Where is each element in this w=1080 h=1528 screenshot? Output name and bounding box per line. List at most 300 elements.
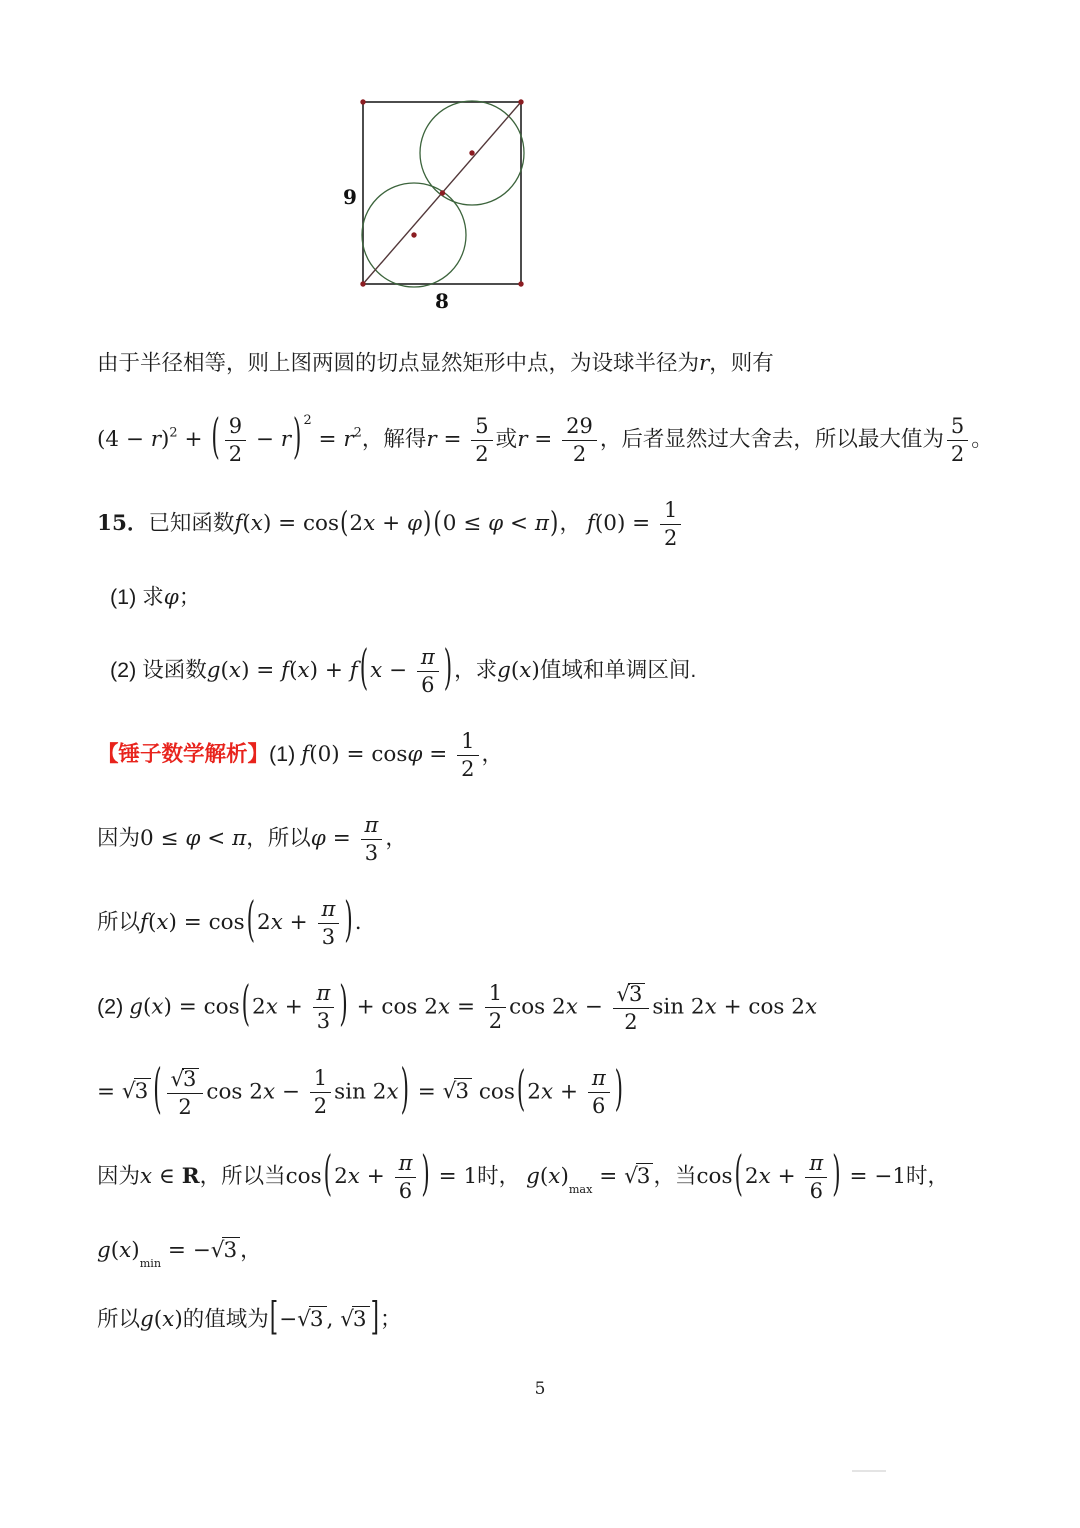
math-roman: (0) = cos [309, 741, 408, 767]
math-fraction [588, 1068, 610, 1117]
fraction-numerator [485, 983, 506, 1007]
math-roman: ( [147, 909, 157, 935]
fraction-numerator [167, 1068, 204, 1093]
math-roman: = [592, 1163, 625, 1189]
radicand [628, 983, 645, 1005]
math-roman: 0 ≤ [442, 510, 489, 536]
fraction-denominator [588, 1092, 610, 1117]
point-dot [411, 232, 416, 237]
math-roman: ) [560, 1163, 569, 1189]
text-run: ，解得 [361, 426, 427, 451]
figure-label: 9 [343, 185, 357, 209]
paragraph-12 [97, 1237, 1040, 1271]
math-roman: ∈ [152, 1163, 182, 1189]
text-run: 时， [906, 1163, 950, 1188]
math-roman: = [450, 994, 482, 1020]
math-variable: x [548, 1163, 561, 1189]
math-variable: r [426, 426, 437, 452]
math-roman: 2 [461, 756, 475, 781]
math-roman: 1 [488, 981, 503, 1005]
math-roman: = [422, 741, 455, 767]
math-roman: + [277, 994, 310, 1020]
math-fraction [225, 413, 246, 466]
math-fraction [361, 812, 383, 865]
text-run: 或 [495, 426, 518, 451]
stretched-paren: ( [323, 1147, 333, 1203]
text-run: (1) [269, 741, 302, 766]
fraction-numerator [313, 983, 335, 1007]
text-run: 值域和单调区间. [539, 657, 697, 682]
math-fraction [318, 896, 340, 949]
text-run: (2) [97, 994, 130, 1019]
math-fraction [485, 983, 506, 1032]
fraction-numerator [417, 644, 439, 671]
stretched-paren: ) [550, 505, 559, 540]
math-variable: x [758, 1163, 771, 1189]
square-root [122, 1078, 151, 1106]
math-fraction [395, 1150, 417, 1203]
text-run: ，所以当 [199, 1163, 286, 1188]
point-dot [518, 281, 523, 286]
math-roman: 6 [809, 1178, 824, 1203]
geometry-figure-svg [341, 92, 567, 316]
math-roman: 0 ≤ [140, 825, 186, 851]
math-roman: 2 [257, 909, 271, 935]
square-root [297, 1306, 326, 1334]
math-roman: ( [220, 657, 229, 683]
math-roman: 2 [475, 441, 489, 466]
text-run: ； [178, 584, 201, 609]
stretched-paren: ) [339, 977, 348, 1033]
fraction-denominator [485, 1007, 506, 1032]
math-fraction [417, 644, 439, 697]
square-root [443, 1078, 472, 1106]
math-roman: + cos 2 [716, 994, 805, 1020]
decorative-line [852, 1470, 886, 1472]
math-fraction [471, 413, 492, 466]
figure-label: 8 [435, 289, 449, 313]
math-variable: π [534, 510, 550, 536]
math-roman: cos 2 [509, 994, 566, 1020]
paragraph-3 [97, 497, 1040, 550]
math-variable: φ [406, 510, 422, 536]
math-variable: π [364, 812, 379, 837]
text-run: 已知函数 [148, 510, 235, 535]
math-roman: sin 2 [334, 1079, 387, 1105]
math-roman: cos [472, 1079, 515, 1105]
math-variable: r [150, 426, 162, 452]
math-roman: 3 [183, 1066, 197, 1091]
paragraph-9 [97, 977, 1040, 1034]
math-variable: g [140, 1306, 154, 1332]
stretched-paren: ( [516, 1062, 526, 1118]
math-roman: − [382, 657, 414, 683]
math-roman: (4 − [97, 426, 151, 452]
math-fraction [457, 728, 478, 781]
math-roman: . [354, 909, 362, 935]
stretched-paren: ( [241, 977, 251, 1033]
math-roman: = [97, 1079, 122, 1105]
math-variable: x [156, 909, 169, 935]
math-roman: = [325, 825, 358, 851]
math-roman: ( [110, 1237, 120, 1263]
fraction-denominator [660, 524, 681, 549]
math-roman: = [410, 1079, 443, 1105]
superscript: 2 [303, 412, 312, 428]
page-number: 5 [534, 1379, 546, 1400]
text-run: ， [385, 825, 407, 850]
math-fraction [613, 983, 650, 1033]
math-roman: ) [131, 1237, 140, 1263]
text-run: ，求 [454, 657, 498, 682]
math-roman: 2 [744, 1163, 759, 1189]
math-variable: π [591, 1066, 606, 1090]
stretched-paren: ( [211, 410, 220, 466]
math-variable: g [129, 994, 144, 1020]
radicand [454, 1078, 472, 1106]
math-roman: 6 [592, 1094, 606, 1118]
point-dot [360, 99, 365, 104]
math-variable: x [228, 657, 242, 683]
stretched-paren: ) [344, 893, 353, 949]
fraction-denominator [318, 923, 340, 948]
math-roman: 1 [461, 728, 475, 753]
paragraph-10 [97, 1058, 1040, 1122]
math-variable: x [140, 1163, 153, 1189]
math-roman: 29 [566, 413, 593, 438]
math-roman: = 1 [431, 1163, 478, 1189]
fraction-denominator [613, 1008, 650, 1033]
math-roman: 2 [664, 525, 678, 550]
text-run: ，所以 [246, 825, 311, 850]
math-roman: 1 [313, 1066, 328, 1090]
radical-sign: √ [121, 1079, 136, 1105]
math-roman: = [527, 426, 560, 452]
math-roman: , [326, 1306, 341, 1332]
stretched-paren: ( [153, 1058, 162, 1122]
math-roman: + [282, 909, 315, 935]
math-roman: + [553, 1079, 585, 1105]
math-variable: g [97, 1237, 111, 1263]
math-variable: x [437, 994, 451, 1020]
math-variable: g [526, 1163, 540, 1189]
math-variable: x [270, 909, 283, 935]
fraction-numerator [613, 983, 650, 1008]
analysis-label: 【锤子数学解析】 [97, 741, 270, 766]
stretched-paren: ( [340, 505, 349, 540]
radical-sign: √ [210, 1237, 225, 1263]
stretched-paren: [ [269, 1295, 279, 1341]
text-run: ，后者显然过大舍去，所以最大值为 [599, 426, 944, 451]
text-run: 所以 [97, 1306, 141, 1331]
math-roman: (0) = [594, 510, 658, 536]
text-run: 时， [477, 1163, 527, 1188]
math-roman: + [177, 426, 210, 452]
paragraph-8 [97, 893, 1040, 949]
fraction-numerator [457, 728, 478, 755]
math-variable: x [363, 510, 376, 536]
math-roman: 3 [321, 924, 336, 949]
math-roman: 3 [636, 1163, 651, 1189]
math-roman: 3 [223, 1237, 238, 1263]
fraction-denominator [313, 1007, 335, 1032]
paragraph-13 [97, 1295, 1040, 1341]
math-roman: ( [510, 657, 520, 683]
math-roman: + cos 2 [349, 994, 438, 1020]
math-variable: f [140, 909, 148, 935]
math-roman: = [436, 426, 469, 452]
math-variable: r [343, 426, 354, 452]
math-roman: ) [174, 1306, 183, 1332]
fraction-denominator [805, 1177, 827, 1202]
fraction-denominator [225, 440, 246, 465]
stretched-paren: ) [443, 641, 453, 697]
paragraph-6 [97, 728, 1040, 781]
math-variable: g [497, 657, 511, 683]
math-fraction [313, 983, 335, 1032]
radicand [352, 1306, 370, 1334]
math-variable: r [699, 351, 710, 376]
math-variable: f [234, 510, 243, 536]
text-run: 。 [971, 426, 993, 451]
math-roman: 3 [455, 1079, 470, 1105]
math-variable: x [519, 657, 532, 683]
math-variable: π [316, 981, 331, 1005]
math-roman: 3 [628, 981, 643, 1006]
stretched-paren: ) [421, 1147, 430, 1203]
math-variable: x [704, 994, 717, 1020]
math-variable: x [119, 1237, 132, 1263]
text-run: 的值域为 [182, 1306, 269, 1331]
paragraph-1 [97, 350, 1040, 378]
math-roman: 3 [309, 1306, 324, 1332]
subscript: min [139, 1256, 162, 1270]
problem-number: 15． [97, 510, 149, 536]
math-roman: < [200, 825, 233, 851]
math-variable: x [370, 657, 383, 683]
radical-sign: √ [442, 1079, 457, 1105]
math-roman: < [503, 510, 535, 536]
math-roman: ) [161, 426, 170, 452]
fraction-denominator [947, 440, 968, 465]
math-fraction [310, 1068, 331, 1117]
text-run: (2) 设函数 [110, 657, 207, 682]
math-roman: sin 2 [652, 994, 705, 1020]
math-variable: π [232, 825, 247, 851]
radical-sign: √ [340, 1306, 354, 1332]
point-dot [469, 150, 474, 155]
square-root [617, 983, 646, 1005]
math-roman: 2 [950, 441, 965, 466]
fraction-denominator [167, 1093, 204, 1118]
text-run: 因为 [97, 825, 141, 850]
square-root [171, 1068, 200, 1090]
math-roman: 5 [475, 413, 489, 438]
stretched-paren: ( [359, 641, 369, 697]
page-footer [0, 1379, 1080, 1399]
math-roman: − [249, 426, 281, 452]
math-variable: x [262, 1079, 276, 1105]
math-variable: x [265, 994, 278, 1020]
math-variable: f [281, 657, 290, 683]
radical-sign: √ [297, 1306, 311, 1332]
fraction-denominator [310, 1092, 331, 1117]
math-roman: = −1 [842, 1163, 907, 1189]
fraction-denominator [562, 440, 597, 465]
fraction-numerator [660, 497, 681, 524]
stretched-paren: ) [293, 410, 302, 466]
text-run: ， [240, 1237, 262, 1262]
math-variable: x [250, 510, 263, 536]
math-roman: ) = cos [168, 909, 245, 935]
math-bold-set: R [181, 1163, 200, 1189]
fraction-numerator [310, 1068, 331, 1092]
math-roman: − [275, 1079, 307, 1105]
math-variable: φ [163, 584, 179, 610]
paragraph-2 [97, 410, 1040, 466]
math-roman: 3 [316, 1009, 331, 1033]
math-roman: 3 [134, 1079, 149, 1105]
math-roman: ) + [309, 657, 350, 683]
math-variable: x [565, 994, 578, 1020]
figure-container [341, 92, 567, 316]
math-roman: ( [153, 1306, 163, 1332]
math-roman: 1 [664, 497, 678, 522]
superscript: 2 [353, 425, 362, 441]
square-root [624, 1163, 653, 1191]
math-roman: − [279, 1306, 298, 1332]
text-run: 所以 [97, 909, 141, 934]
point-dot [518, 99, 523, 104]
fraction-numerator [361, 812, 383, 839]
math-variable: x [804, 994, 818, 1020]
fraction-denominator [417, 671, 439, 696]
fraction-numerator [318, 896, 340, 923]
math-variable: π [398, 1150, 413, 1175]
fraction-denominator [457, 755, 478, 780]
math-variable: x [162, 1306, 175, 1332]
math-roman: 5 [950, 413, 965, 438]
math-roman: + [770, 1163, 803, 1189]
document-body [0, 350, 1080, 1341]
math-roman: = [311, 426, 344, 452]
math-variable: x [540, 1079, 554, 1105]
math-variable: r [517, 426, 528, 452]
math-variable: x [386, 1079, 399, 1105]
fraction-numerator [225, 413, 246, 440]
math-roman: cos 2 [206, 1079, 263, 1105]
paragraph-11 [97, 1147, 1040, 1203]
text-run: ； [379, 1306, 402, 1331]
radical-sign: √ [170, 1066, 185, 1091]
math-roman: cos [696, 1163, 733, 1189]
math-roman: 2 [334, 1163, 348, 1189]
math-roman: ) = [241, 657, 282, 683]
math-roman: ) [531, 657, 540, 683]
stretched-paren: ) [614, 1062, 624, 1118]
math-roman: cos [285, 1163, 322, 1189]
math-roman: 3 [352, 1306, 367, 1332]
math-roman: 2 [252, 994, 266, 1020]
math-roman: 2 [527, 1079, 541, 1105]
fraction-numerator [471, 413, 492, 440]
math-roman: ) = cos [163, 994, 240, 1020]
text-run: ， [481, 741, 504, 766]
stretched-paren: ( [734, 1147, 743, 1203]
math-roman: 2 [178, 1094, 192, 1119]
paragraph-5 [97, 641, 1040, 697]
stretched-paren: ) [832, 1147, 841, 1203]
radical-sign: √ [616, 981, 630, 1006]
stretched-paren: ( [246, 893, 255, 949]
math-roman: 3 [364, 840, 379, 865]
math-roman: + [375, 510, 407, 536]
math-variable: f [586, 510, 595, 536]
radicand [182, 1068, 199, 1090]
point-dot [440, 190, 445, 195]
math-roman: 2 [572, 441, 587, 466]
math-variable: f [349, 657, 358, 683]
math-roman: 9 [228, 413, 243, 438]
radicand [309, 1306, 327, 1334]
fraction-numerator [395, 1150, 417, 1177]
math-roman: 2 [624, 1009, 638, 1034]
superscript: 2 [169, 425, 178, 441]
math-fraction [562, 413, 597, 466]
text-run: ，当 [653, 1163, 697, 1188]
math-roman: ) = cos [262, 510, 340, 536]
text-run: 由于半径相等，则上图两圆的切点显然矩形中点，为设球半径为 [97, 351, 700, 375]
math-variable: φ [185, 825, 201, 851]
paragraph-4 [97, 584, 1040, 612]
math-variable: f [301, 741, 310, 767]
fraction-numerator [805, 1150, 827, 1177]
math-variable: x [151, 994, 164, 1020]
paragraph-7 [97, 812, 1040, 865]
radicand [636, 1163, 654, 1191]
stretched-paren: ) [423, 505, 432, 540]
fraction-numerator [947, 413, 968, 440]
math-fraction [660, 497, 681, 550]
fraction-numerator [562, 413, 597, 440]
math-roman: ( [289, 657, 298, 683]
math-roman: 2 [313, 1094, 328, 1118]
point-dot [360, 281, 365, 286]
math-variable: φ [407, 741, 423, 767]
math-roman: 2 [228, 441, 243, 466]
stretched-paren: ( [433, 505, 442, 540]
math-variable: φ [488, 510, 504, 536]
math-variable: π [420, 644, 435, 669]
math-roman: ( [143, 994, 152, 1020]
math-roman: ( [242, 510, 251, 536]
math-roman: = − [161, 1237, 211, 1263]
fraction-numerator [588, 1068, 610, 1092]
radicand [134, 1078, 152, 1106]
square-root [211, 1237, 240, 1265]
fraction-denominator [361, 839, 383, 864]
math-variable: x [347, 1163, 360, 1189]
math-variable: g [206, 657, 221, 683]
math-variable: r [280, 426, 292, 452]
math-variable: φ [310, 825, 326, 851]
math-fraction [947, 413, 968, 466]
math-roman: 6 [398, 1178, 413, 1203]
math-variable: π [321, 896, 336, 921]
math-roman: ( [539, 1163, 549, 1189]
text-run: (1) 求 [110, 584, 164, 609]
math-roman: 6 [421, 672, 435, 697]
